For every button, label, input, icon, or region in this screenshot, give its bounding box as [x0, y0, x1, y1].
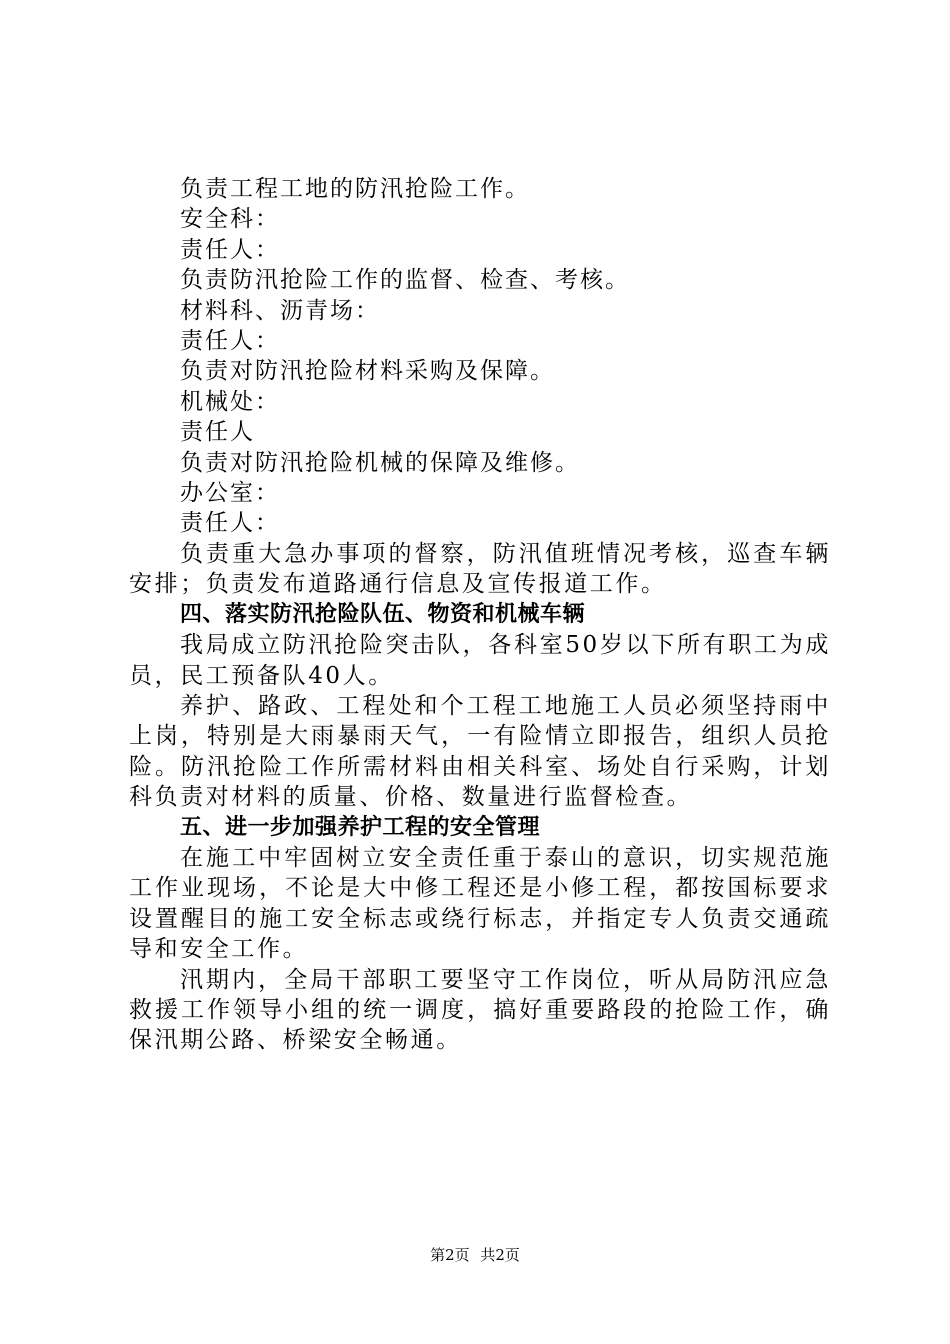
- page-total: 共2页: [480, 1246, 520, 1264]
- paragraph: 我局成立防汛抢险突击队，各科室50岁以下所有职工为成员，民工预备队40人。: [129, 632, 831, 689]
- text-line: 负责对防汛抢险材料采购及保障。: [180, 358, 555, 385]
- section-heading-5: 五、进一步加强养护工程的安全管理: [180, 814, 541, 840]
- document-body: [129, 174, 831, 1056]
- text-line: 责任人：: [180, 236, 280, 263]
- text-line: 负责工程工地的防汛抢险工作。: [180, 176, 530, 202]
- text-line: 材料科、沥青场：: [180, 297, 380, 324]
- paragraph-office: 负责重大急办事项的督察，防汛值班情况考核，巡查车辆安排；负责发布道路通行信息及宣传报道工作。: [129, 540, 831, 598]
- text-line: 机械处：: [180, 388, 280, 415]
- text-line: 责任人：: [180, 328, 280, 355]
- text-line: 办公室：: [180, 480, 280, 507]
- page-footer: [0, 1244, 950, 1265]
- text-line: 责任人：: [180, 510, 280, 537]
- text-line: 负责防汛抢险工作的监督、检查、考核。: [180, 267, 630, 294]
- text-line: 负责对防汛抢险机械的保障及维修。: [180, 449, 580, 476]
- page-number: 第2页: [430, 1246, 470, 1264]
- text-line: 安全科：: [180, 206, 280, 233]
- paragraph: 汛期内，全局干部职工要坚守工作岗位，听从局防汛应急救援工作领导小组的统一调度，搞好重要路段的抢险工作，确保汛期公路、桥梁安全畅通。: [129, 966, 831, 1054]
- paragraph: 养护、路政、工程处和个工程工地施工人员必须坚持雨中上岗，特别是大雨暴雨天气，一有险情立即报告，组织人员抢险。防汛抢险工作所需材料由相关科室、场处自行采购，计划科负责对材料的质量、价格、数量进行监督检查。: [129, 692, 831, 811]
- text-line: 责任人: [180, 419, 255, 446]
- section-heading-4: 四、落实防汛抢险队伍、物资和机械车辆: [180, 601, 586, 627]
- paragraph: 在施工中牢固树立安全责任重于泰山的意识，切实规范施工作业现场，不论是大中修工程还是小修工程，都按国标要求设置醒目的施工安全标志或绕行标志，并指定专人负责交通疏导和安全工作。: [129, 844, 831, 963]
